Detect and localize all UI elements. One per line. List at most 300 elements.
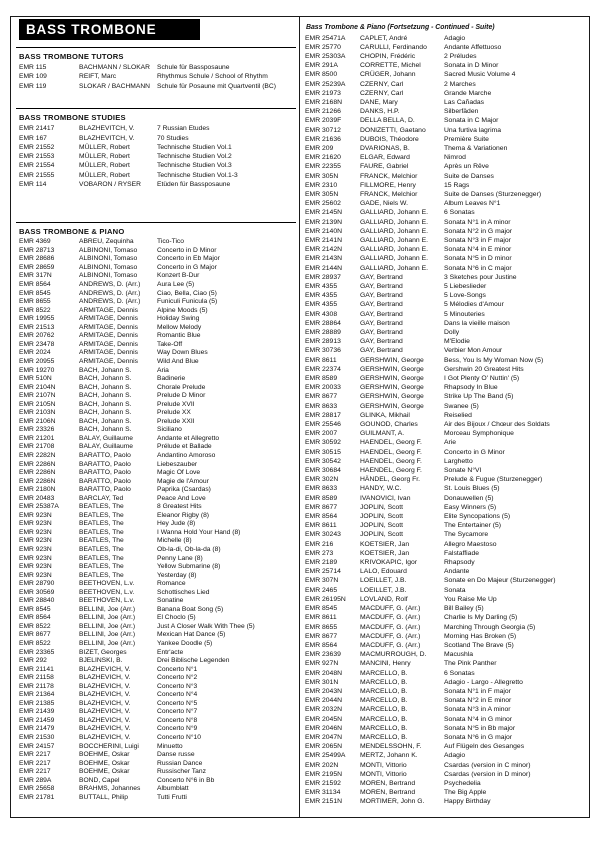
piece-title: Peace And Love [157,494,206,502]
piece-title: Macushla [444,651,474,659]
catalog-row [305,52,585,61]
composer-name: MARCELLO, B. [360,697,408,705]
catalog-number: EMR 2189 [305,559,338,567]
catalog-row [305,116,585,125]
piece-title: Sonata N°1 in F major [444,687,511,695]
piece-title: Concerto in G Major [157,263,217,271]
catalog-row [19,426,294,435]
catalog-row [19,384,294,393]
catalog-number: EMR 307N [305,577,339,585]
catalog-number: EMR 19955 [19,315,55,323]
catalog-row [305,172,585,181]
composer-name: BLAZHEVICH, V. [79,674,131,682]
piece-title: Way Down Blues [157,349,208,357]
piece-title: Una furtiva lagrima [444,126,502,134]
catalog-row [19,580,294,589]
catalog-number: EMR 23326 [19,426,55,434]
catalog-number: EMR 2465 [305,586,338,594]
catalog-row [19,708,294,717]
catalog-number: EMR 2142N [305,246,343,254]
composer-name: BLAZHEVICH, V. [79,691,131,699]
catalog-number: EMR 21158 [19,674,54,682]
catalog-number: EMR 167 [19,134,47,142]
catalog-row [305,337,585,346]
catalog-row [19,725,294,734]
piece-title: Donauwellen (5) [444,494,494,502]
catalog-row [305,245,585,254]
catalog-number: EMR 21141 [19,665,54,673]
piece-title: Gershwin 20 Greatest Hits [444,365,524,373]
piece-title: Andante Affettuoso [444,43,502,51]
catalog-row [305,98,585,107]
piece-title: Nimrod [444,154,466,162]
piece-title: Sonata N°3 in A minor [444,706,511,714]
catalog-row [305,273,585,282]
catalog-row [19,247,294,256]
catalog-number: EMR 202N [305,761,339,769]
catalog-number: EMR 21553 [19,153,55,161]
catalog-number: EMR 8677 [305,393,338,401]
composer-name: JOPLIN, Scott [360,531,404,539]
piece-title: You Raise Me Up [444,595,497,603]
composer-name: ELGAR, Edward [360,154,410,162]
piece-title: Russian Dance [157,759,203,767]
catalog-row [305,190,585,199]
composer-name: HAENDEL, Georg F. [360,439,422,447]
catalog-number: EMR 4308 [305,310,338,318]
piece-title: Yesterday (8) [157,571,197,579]
catalog-row [305,549,585,558]
composer-name: MARCELLO, B. [360,669,408,677]
piece-title: Sonata N°4 in E minor [444,246,512,254]
catalog-row [19,180,294,189]
composer-name: ARMITAGE, Dennis [79,349,138,357]
catalog-row [19,623,294,632]
catalog-number: EMR 28889 [305,329,341,336]
catalog-row [305,788,585,797]
composer-name: ARMITAGE, Dennis [79,315,138,323]
composer-name: ALBINONI, Tomaso [79,255,138,263]
piece-title: Minuetto [157,742,183,750]
catalog-number: EMR 30542 [305,457,341,465]
piece-title: Sacred Music Volume 4 [444,71,516,79]
composer-name: BELLINI, Joe (Arr.) [79,614,136,622]
catalog-number: EMR 8633 [305,485,338,493]
composer-name: ARMITAGE, Dennis [79,332,138,340]
composer-name: GAY, Bertrand [360,301,403,309]
composer-name: BIZET, Georges [79,648,127,656]
piece-title: Liebeszauber [157,460,198,468]
section-studies [19,108,294,189]
piece-title: Eleanor Rigby (8) [157,511,210,519]
catalog-row [305,724,585,733]
catalog-number: EMR 2104N [19,383,56,391]
composer-name: GALLIARD, Johann E. [360,264,429,272]
catalog-number: EMR 2141N [305,236,343,244]
composer-name: ALBINONI, Tomaso [79,246,138,254]
composer-name: HÄNDEL, Georg Fr. [360,476,421,484]
catalog-row [19,452,294,461]
catalog-row [19,751,294,760]
piece-title: Sonata N°6 in G major [444,733,513,741]
piece-title: Suite de Danses [444,172,494,180]
composer-name: GUILMANT, A. [360,430,405,438]
catalog-number: EMR 2048N [305,669,343,677]
catalog-row [19,666,294,675]
composer-name: BOCCHERINI, Luigi [79,742,139,750]
catalog-number: EMR 30243 [305,531,341,539]
left-column [11,17,300,817]
piece-title: Swanee (5) [444,402,479,410]
piece-title: Dans la vieille maison [444,319,510,327]
piece-title: Take-Off [157,340,183,348]
composer-name: MORTIMER, John G. [360,798,425,806]
catalog-row [19,631,294,640]
composer-name: BACH, Johann S. [79,417,132,425]
catalog-number: EMR 24157 [19,742,55,750]
piece-title: Aura Lee (5) [157,281,195,289]
section-header: BASS TROMBONE STUDIES [16,108,296,124]
catalog-number: EMR 30712 [305,126,341,134]
catalog-number: EMR 2168N [305,98,343,106]
composer-name: GAY, Bertrand [360,282,403,290]
piece-title: Falstaffiade [444,549,480,557]
catalog-number: EMR 923N [19,554,52,562]
catalog-row [305,107,585,116]
composer-name: BLAZHEVICH, V. [79,725,131,733]
catalog-row [305,383,585,392]
catalog-number: EMR 23478 [19,340,55,348]
composer-name: MACDUFF, G. (Arr.) [360,632,421,640]
catalog-number: EMR 20955 [19,357,55,365]
piece-title: Alpine Moods (5) [157,306,208,314]
catalog-row [305,438,585,447]
catalog-row [19,760,294,769]
catalog-row [19,520,294,529]
piece-title: Dolly [444,329,460,336]
piece-title: Rhapsody [444,559,475,567]
piece-title: Thema & Variationen [444,144,508,152]
composer-name: MONTI, Vittorio [360,761,407,769]
composer-name: MARCELLO, B. [360,733,408,741]
piece-title: Sonata N°3 in F major [444,236,511,244]
composer-name: GALLIARD, Johann E. [360,255,429,263]
catalog-number: EMR 28913 [305,338,341,346]
piece-title: Csardas (version in C minor) [444,761,531,769]
catalog-row [19,367,294,376]
piece-title: Elite Syncopations (5) [444,513,511,521]
catalog-list [19,238,294,802]
catalog-number: EMR 923N [19,511,52,519]
catalog-number: EMR 2106N [19,417,56,425]
continued-section-header: Bass Trombone & Piano (Fortsetzung - Continued - Suite) [306,24,495,31]
catalog-number: EMR 4355 [305,282,338,290]
catalog-row [305,135,585,144]
composer-name: BARATTO, Paolo [79,486,131,494]
composer-name: HAENDEL, Georg F. [360,457,422,465]
catalog-number: EMR 8522 [19,306,51,314]
composer-name: GALLIARD, Johann E. [360,218,429,226]
composer-name: MACDUFF, G. (Arr.) [360,614,421,622]
piece-title: Strike Up The Band (5) [444,393,514,401]
catalog-row [305,797,585,806]
piece-title: Verbier Mon Amour [444,347,503,355]
piece-title: Concerto N°10 [157,734,201,742]
piece-title: Tico-Tico [157,238,184,246]
piece-title: Auf Flügeln des Gesanges [444,743,525,751]
catalog-number: EMR 8522 [19,640,51,647]
composer-name: BEATLES, The [79,554,124,562]
catalog-number: EMR 2151N [305,798,343,806]
catalog-row [305,696,585,705]
composer-name: FRANCK, Melchior [360,172,418,180]
catalog-row [19,401,294,410]
catalog-row [305,512,585,521]
section-tutors [19,47,294,91]
catalog-row [19,238,294,247]
piece-title: Technische Studien Vol.3 [157,162,232,170]
composer-name: GOUNOD, Charles [360,421,418,429]
piece-title: Yellow Submarine (8) [157,563,221,571]
catalog-number: EMR 2217 [19,768,51,776]
composer-name: ANDREWS, D. (Arr.) [79,281,141,289]
catalog-number: EMR 21513 [19,323,55,331]
catalog-number: EMR 25602 [305,200,341,208]
catalog-number: EMR 21385 [19,699,55,707]
catalog-row [305,623,585,632]
catalog-list [305,34,585,807]
catalog-row [305,494,585,503]
composer-name: GAY, Bertrand [360,338,403,346]
piece-title: Adagio [444,34,466,42]
catalog-row [19,298,294,307]
composer-name: GALLIARD, Johann E. [360,246,429,254]
composer-name: MENDELSSOHN, F. [360,743,422,751]
composer-name: FRANCK, Melchior [360,190,418,198]
catalog-row [19,255,294,264]
catalog-row [19,392,294,401]
piece-title: 2 Préludes [444,52,477,60]
piece-title: Csardas (version in D minor) [444,770,531,778]
catalog-row [305,34,585,43]
catalog-row [19,495,294,504]
piece-title: I Got Plenty O' Nuttin' (5) [444,375,520,383]
piece-title: Prelude XVII [157,400,195,408]
composer-name: MOREN, Bertrand [360,789,416,797]
piece-title: Easy Winners (5) [444,503,497,511]
catalog-number: EMR 22355 [305,163,341,171]
catalog-row [19,134,294,143]
catalog-number: EMR 21708 [19,443,55,451]
piece-title: Scotland The Brave (5) [444,641,514,649]
composer-name: MACDUFF, G. (Arr.) [360,605,421,613]
catalog-number: EMR 4355 [305,292,338,300]
piece-title: Magie de l'Amour [157,477,209,485]
catalog-list [19,63,294,91]
piece-title: Konzert B-Dur [157,272,200,280]
piece-title: Andante [444,568,470,576]
section-header: BASS TROMBONE & PIANO [16,222,296,238]
page-frame [10,16,590,818]
catalog-row [305,236,585,245]
composer-name: CZERNY, Carl [360,80,404,88]
composer-name: BRAHMS, Johannes [79,785,141,793]
piece-title: Suite de Danses (Sturzenegger) [444,190,542,198]
catalog-number: EMR 8564 [19,281,51,289]
composer-name: HAENDEL, Georg F. [360,448,422,456]
composer-name: BEATLES, The [79,571,124,579]
piece-title: Charlie Is My Darling (5) [444,614,518,622]
piece-title: Marching Through Georgia (5) [444,623,536,631]
catalog-number: EMR 8564 [19,614,51,622]
catalog-number: EMR 28659 [19,263,55,271]
piece-title: Sonata N°5 in Bb major [444,724,516,732]
catalog-number: EMR 2217 [19,751,51,759]
piece-title: 2 Marches [444,80,476,88]
catalog-number: EMR 216 [305,540,334,548]
piece-title: The Sycamore [444,531,489,539]
catalog-number: EMR 25471A [305,34,346,42]
piece-title: Las Cañadas [444,98,485,106]
piece-title: Etüden für Bassposaune [157,181,231,188]
piece-title: Sonata in D Minor [444,62,499,70]
piece-title: 8 Greatest Hits [157,503,202,511]
composer-name: BALAY, Guillaume [79,434,134,442]
piece-title: Concerto in D Minor [157,246,217,254]
piece-title: 7 Russian Etudes [157,125,210,133]
composer-name: BUTTALL, Philip [79,793,128,801]
piece-title: Tutti Frutti [157,793,187,801]
piece-title: Concerto N°1 [157,665,198,673]
catalog-number: EMR 2180N [19,486,56,494]
composer-name: BEATLES, The [79,528,124,536]
catalog-row [19,418,294,427]
catalog-row [19,307,294,316]
composer-name: BLAZHEVICH, V. [79,699,131,707]
composer-name: BOEHME, Oskar [79,759,130,767]
catalog-number: EMR 21479 [19,725,55,733]
catalog-row [19,171,294,180]
composer-name: GERSHWIN, George [360,393,424,401]
catalog-number: EMR 8611 [305,522,337,530]
catalog-row [305,586,585,595]
catalog-row [305,669,585,678]
catalog-row [305,402,585,411]
catalog-row [305,153,585,162]
composer-name: BACH, Johann S. [79,426,132,434]
catalog-row [305,576,585,585]
piece-title: Wild And Blue [157,357,199,365]
piece-title: Sonatine [157,597,184,605]
catalog-number: EMR 8677 [305,632,338,640]
catalog-number: EMR 28790 [19,580,55,588]
catalog-row [305,641,585,650]
piece-title: 6 Sonatas [444,209,475,217]
piece-title: Concerto in Eb Major [157,255,220,263]
catalog-number: EMR 21636 [305,135,341,143]
catalog-number: EMR 2024 [19,349,51,357]
piece-title: Album Leaves N°1 [444,200,501,208]
page-title: BASS TROMBONE [19,19,200,40]
catalog-row [305,218,585,227]
catalog-row [19,606,294,615]
composer-name: BACH, Johann S. [79,409,132,417]
catalog-row [19,555,294,564]
piece-title: Entr'acte [157,648,184,656]
catalog-row [305,678,585,687]
composer-name: ALBINONI, Tomaso [79,263,138,271]
piece-title: Ciao, Bella, Ciao (5) [157,289,217,297]
piece-title: Allegro Maestoso [444,540,497,548]
piece-title: Sonata N°2 in E minor [444,697,512,705]
catalog-row [305,705,585,714]
catalog-number: EMR 25303A [305,52,346,60]
catalog-row [305,365,585,374]
composer-name: BOEHME, Oskar [79,768,130,776]
piece-title: Air des Bijoux / Chœur des Soldats [444,421,550,429]
composer-name: FAURE, Gabriel [360,163,409,171]
catalog-row [19,657,294,666]
catalog-number: EMR 21417 [19,125,55,133]
catalog-row [305,181,585,190]
catalog-row [19,478,294,487]
piece-title: Concerto N°9 [157,725,198,733]
catalog-row [305,162,585,171]
catalog-row [305,448,585,457]
composer-name: JOPLIN, Scott [360,503,404,511]
catalog-number: EMR 31134 [305,789,341,797]
catalog-row [19,529,294,538]
composer-name: LOVLAND, Rolf [360,595,408,603]
composer-name: BELLINI, Joe (Arr.) [79,605,136,613]
piece-title: Technische Studien Vol.2 [157,153,232,161]
composer-name: CORRETTE, Michel [360,62,421,70]
catalog-number: EMR 317N [19,272,52,280]
composer-name: GERSHWIN, George [360,402,424,410]
catalog-number: EMR 8677 [305,503,338,511]
composer-name: GLINKA, Mikhail [360,411,410,419]
piece-title: 3 Sketches pour Justine [444,273,517,281]
catalog-number: EMR 2105N [19,400,56,408]
catalog-number: EMR 2144N [305,264,343,272]
catalog-row [305,374,585,383]
catalog-number: EMR 289A [19,776,52,784]
piece-title: Sonata N°2 in G major [444,227,513,235]
composer-name: GERSHWIN, George [360,365,424,373]
catalog-number: EMR 2007 [305,430,338,438]
composer-name: BACH, Johann S. [79,392,132,400]
catalog-row [19,63,294,72]
composer-name: CRÜGER, Johann [360,71,416,79]
catalog-number: EMR 21178 [19,682,54,690]
catalog-number: EMR 115 [19,64,47,71]
catalog-number: EMR 291A [305,62,338,70]
catalog-row [19,572,294,581]
catalog-row [19,743,294,752]
catalog-row [305,310,585,319]
catalog-number: EMR 305N [305,172,339,180]
composer-name: GAY, Bertrand [360,273,403,281]
catalog-number: EMR 923N [19,537,52,545]
piece-title: El Choclo (5) [157,614,196,622]
catalog-number: EMR 21781 [19,793,55,801]
piece-title: Concerto N°5 [157,699,198,707]
catalog-row [305,650,585,659]
composer-name: MÜLLER, Robert [79,153,130,161]
catalog-number: EMR 510N [19,375,52,383]
piece-title: Silberfäden [444,108,479,116]
catalog-number: EMR 21592 [305,779,341,787]
